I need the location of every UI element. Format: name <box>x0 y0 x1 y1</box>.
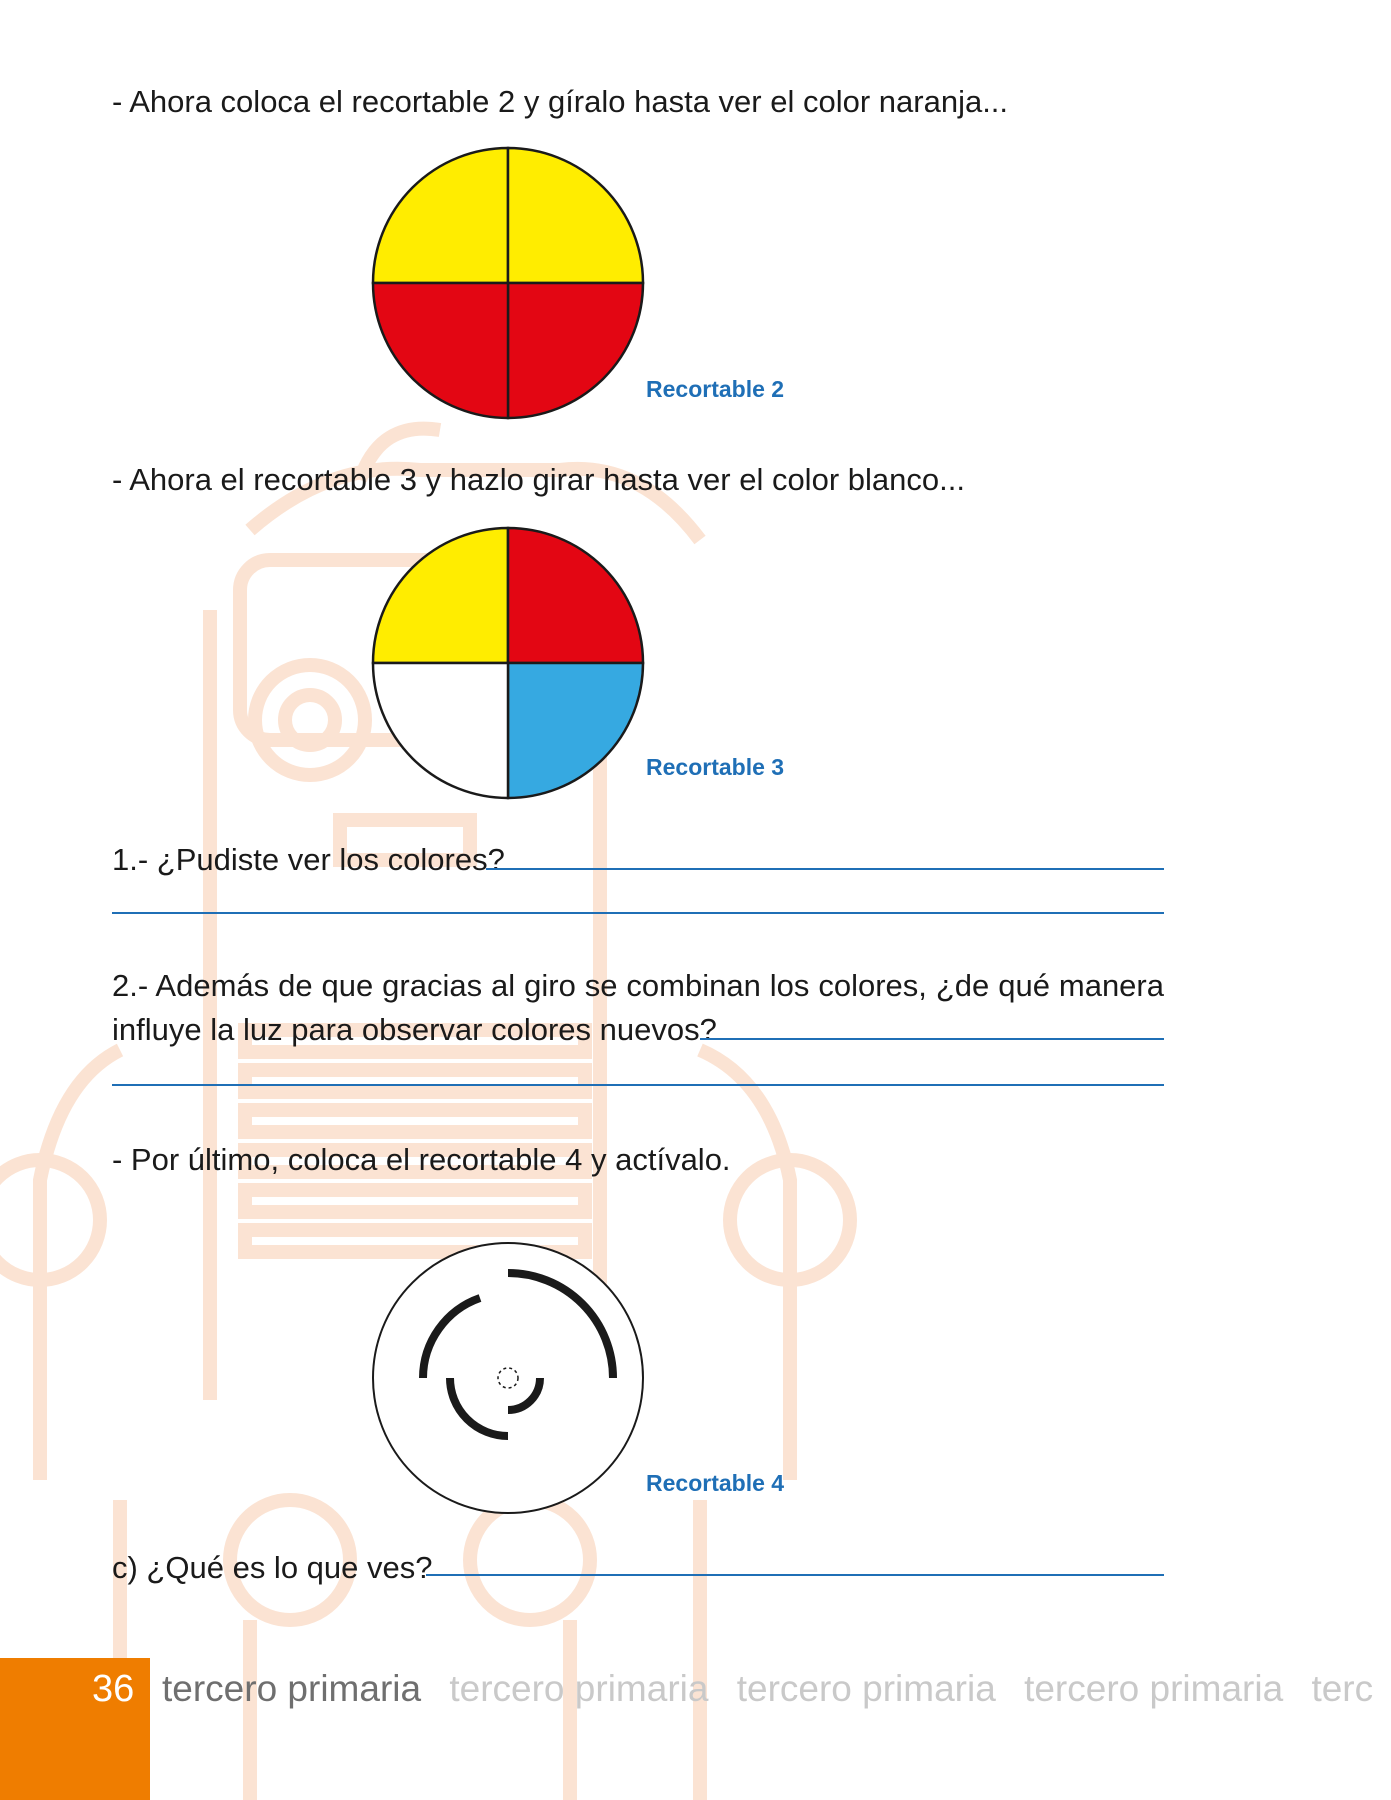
footer-series-3: tercero primaria <box>736 1668 996 1709</box>
question-c: c) ¿Qué es lo que ves? <box>112 1550 433 1585</box>
page-number: 36 <box>92 1668 135 1710</box>
recortable-2-label: Recortable 2 <box>646 376 785 402</box>
footer-series-5: terc <box>1311 1668 1374 1709</box>
answer-line-c[interactable] <box>426 1574 1164 1576</box>
footer-series-2: tercero primaria <box>449 1668 709 1709</box>
recortable-4-label: Recortable 4 <box>646 1470 785 1496</box>
footer-series-1: tercero primaria <box>162 1668 422 1709</box>
recortable-4-disc <box>370 1240 646 1516</box>
instruction-last: - Por último, coloca el recortable 4 y actívalo. <box>112 1142 731 1177</box>
question-2-line-2: influye la luz para observar colores nuevos? <box>112 1012 717 1047</box>
answer-line-1b[interactable] <box>112 912 1164 914</box>
recortable-2-disc <box>370 145 646 421</box>
question-1: 1.- ¿Pudiste ver los colores? <box>112 842 505 877</box>
answer-line-1a[interactable] <box>486 868 1164 870</box>
answer-line-2b[interactable] <box>112 1084 1164 1086</box>
footer-series <box>162 1668 1391 1710</box>
instruction-white: - Ahora el recortable 3 y hazlo girar hasta ver el color blanco... <box>112 462 965 497</box>
recortable-3-disc <box>370 525 646 801</box>
question-2-line-1: 2.- Además de que gracias al giro se combinan los colores, ¿de qué manera <box>112 968 1164 1003</box>
instruction-orange: - Ahora coloca el recortable 2 y gíralo hasta ver el color naranja... <box>112 84 1009 119</box>
recortable-3-label: Recortable 3 <box>646 754 785 780</box>
footer-series-4: tercero primaria <box>1024 1668 1284 1709</box>
answer-line-2a[interactable] <box>700 1038 1164 1040</box>
